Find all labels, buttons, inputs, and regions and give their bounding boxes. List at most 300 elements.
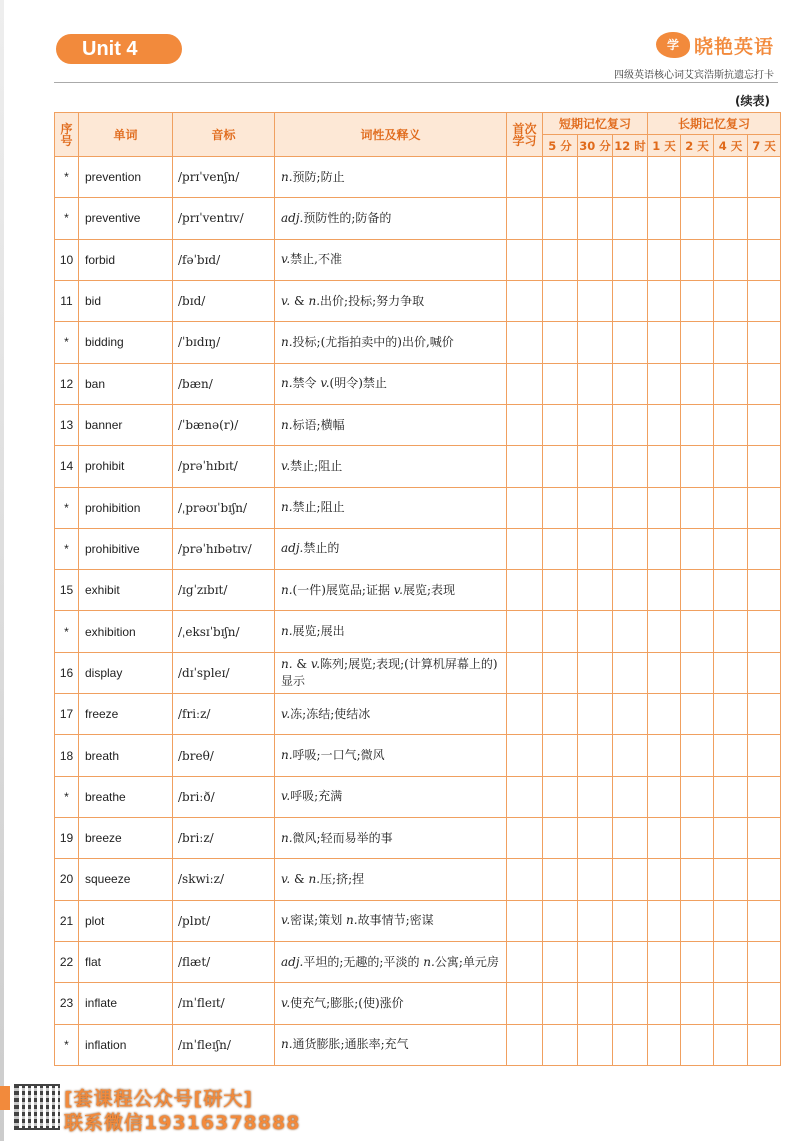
review-checkbox-cell[interactable] (748, 239, 781, 280)
review-checkbox-cell[interactable] (681, 198, 714, 239)
review-checkbox-cell[interactable] (578, 363, 613, 404)
review-checkbox-cell[interactable] (714, 198, 748, 239)
review-checkbox-cell[interactable] (681, 652, 714, 693)
review-checkbox-cell[interactable] (648, 363, 681, 404)
review-checkbox-cell[interactable] (714, 487, 748, 528)
row-word: prohibit (79, 446, 173, 487)
row-definition: n.预防;防止 (275, 157, 507, 198)
table-row (55, 280, 781, 321)
review-checkbox-cell[interactable] (507, 404, 543, 445)
review-checkbox-cell[interactable] (507, 694, 543, 735)
review-checkbox-cell[interactable] (613, 280, 648, 321)
review-checkbox-cell[interactable] (714, 1024, 748, 1065)
review-checkbox-cell[interactable] (748, 157, 781, 198)
review-checkbox-cell[interactable] (648, 239, 681, 280)
page-subtitle: 四级英语核心词艾宾浩斯抗遗忘打卡 (614, 70, 774, 81)
review-checkbox-cell[interactable] (613, 735, 648, 776)
review-checkbox-cell[interactable] (613, 157, 648, 198)
review-checkbox-cell[interactable] (578, 157, 613, 198)
review-checkbox-cell[interactable] (681, 1024, 714, 1065)
review-checkbox-cell[interactable] (578, 611, 613, 652)
review-checkbox-cell[interactable] (507, 652, 543, 693)
review-checkbox-cell[interactable] (714, 983, 748, 1024)
review-checkbox-cell[interactable] (681, 983, 714, 1024)
review-checkbox-cell[interactable] (748, 694, 781, 735)
review-checkbox-cell[interactable] (714, 941, 748, 982)
review-checkbox-cell[interactable] (681, 859, 714, 900)
review-checkbox-cell[interactable] (507, 941, 543, 982)
table-row (55, 735, 781, 776)
review-checkbox-cell[interactable] (507, 528, 543, 569)
review-checkbox-cell[interactable] (681, 280, 714, 321)
row-definition: n.(一件)展览品;证据 v.展览;表现 (275, 570, 507, 611)
review-checkbox-cell[interactable] (613, 570, 648, 611)
review-checkbox-cell[interactable] (648, 694, 681, 735)
review-checkbox-cell[interactable] (543, 487, 578, 528)
review-checkbox-cell[interactable] (748, 363, 781, 404)
review-checkbox-cell[interactable] (748, 570, 781, 611)
review-checkbox-cell[interactable] (613, 322, 648, 363)
review-checkbox-cell[interactable] (613, 404, 648, 445)
table-row (55, 198, 781, 239)
row-definition: v.禁止,不准 (275, 239, 507, 280)
review-checkbox-cell[interactable] (543, 611, 578, 652)
review-checkbox-cell[interactable] (648, 322, 681, 363)
review-checkbox-cell[interactable] (507, 198, 543, 239)
row-word: prohibition (79, 487, 173, 528)
review-checkbox-cell[interactable] (714, 446, 748, 487)
review-checkbox-cell[interactable] (714, 694, 748, 735)
brand (656, 30, 774, 60)
vocab-table-body (55, 157, 781, 1066)
review-checkbox-cell[interactable] (507, 735, 543, 776)
review-checkbox-cell[interactable] (714, 322, 748, 363)
row-phonetic: /flæt/ (173, 941, 275, 982)
review-checkbox-cell[interactable] (681, 404, 714, 445)
review-checkbox-cell[interactable] (578, 652, 613, 693)
row-word: inflation (79, 1024, 173, 1065)
table-row (55, 776, 781, 817)
review-checkbox-cell[interactable] (507, 1024, 543, 1065)
review-checkbox-cell[interactable] (543, 322, 578, 363)
review-checkbox-cell[interactable] (714, 776, 748, 817)
row-word: prohibitive (79, 528, 173, 569)
review-checkbox-cell[interactable] (714, 570, 748, 611)
row-phonetic: /ˌeksɪˈbɪʃn/ (173, 611, 275, 652)
review-checkbox-cell[interactable] (748, 611, 781, 652)
table-row (55, 446, 781, 487)
row-word: breeze (79, 818, 173, 859)
review-checkbox-cell[interactable] (578, 941, 613, 982)
review-checkbox-cell[interactable] (613, 528, 648, 569)
table-row (55, 322, 781, 363)
review-checkbox-cell[interactable] (748, 776, 781, 817)
table-row (55, 694, 781, 735)
review-checkbox-cell[interactable] (543, 239, 578, 280)
col-12h-header: 12 时 (613, 135, 648, 157)
review-checkbox-cell[interactable] (681, 322, 714, 363)
table-row (55, 900, 781, 941)
review-checkbox-cell[interactable] (714, 528, 748, 569)
review-checkbox-cell[interactable] (714, 859, 748, 900)
review-checkbox-cell[interactable] (648, 446, 681, 487)
table-row (55, 859, 781, 900)
review-checkbox-cell[interactable] (714, 818, 748, 859)
header-divider (54, 82, 778, 83)
review-checkbox-cell[interactable] (748, 652, 781, 693)
row-number: 13 (55, 404, 79, 445)
review-checkbox-cell[interactable] (648, 776, 681, 817)
row-definition: v.禁止;阻止 (275, 446, 507, 487)
review-checkbox-cell[interactable] (578, 818, 613, 859)
review-checkbox-cell[interactable] (613, 900, 648, 941)
review-checkbox-cell[interactable] (543, 941, 578, 982)
review-checkbox-cell[interactable] (578, 900, 613, 941)
review-checkbox-cell[interactable] (648, 735, 681, 776)
review-checkbox-cell[interactable] (748, 280, 781, 321)
review-checkbox-cell[interactable] (578, 776, 613, 817)
review-checkbox-cell[interactable] (613, 239, 648, 280)
row-phonetic: /fəˈbɪd/ (173, 239, 275, 280)
col-definition-header: 词性及释义 (275, 113, 507, 157)
review-checkbox-cell[interactable] (748, 528, 781, 569)
review-checkbox-cell[interactable] (714, 900, 748, 941)
table-row (55, 818, 781, 859)
review-checkbox-cell[interactable] (613, 446, 648, 487)
review-checkbox-cell[interactable] (748, 735, 781, 776)
row-definition: v.使充气;膨胀;(使)涨价 (275, 983, 507, 1024)
review-checkbox-cell[interactable] (507, 157, 543, 198)
review-checkbox-cell[interactable] (648, 941, 681, 982)
review-checkbox-cell[interactable] (578, 198, 613, 239)
review-checkbox-cell[interactable] (714, 611, 748, 652)
row-phonetic: /bæn/ (173, 363, 275, 404)
review-checkbox-cell[interactable] (648, 652, 681, 693)
row-word: exhibition (79, 611, 173, 652)
review-checkbox-cell[interactable] (578, 239, 613, 280)
row-definition: v.密谋;策划 n.故事情节;密谋 (275, 900, 507, 941)
review-checkbox-cell[interactable] (648, 570, 681, 611)
row-number: * (55, 322, 79, 363)
review-checkbox-cell[interactable] (578, 859, 613, 900)
col-first-study-header: 首次学习 (507, 113, 543, 157)
table-row (55, 941, 781, 982)
table-row (55, 652, 781, 693)
review-checkbox-cell[interactable] (748, 941, 781, 982)
review-checkbox-cell[interactable] (613, 611, 648, 652)
review-checkbox-cell[interactable] (681, 611, 714, 652)
row-definition: n.投标;(尤指拍卖中的)出价,喊价 (275, 322, 507, 363)
review-checkbox-cell[interactable] (543, 404, 578, 445)
row-word: plot (79, 900, 173, 941)
review-checkbox-cell[interactable] (507, 487, 543, 528)
review-checkbox-cell[interactable] (543, 818, 578, 859)
row-word: exhibit (79, 570, 173, 611)
row-definition: n.展览;展出 (275, 611, 507, 652)
row-number: 15 (55, 570, 79, 611)
row-definition: n.通货膨胀;通胀率;充气 (275, 1024, 507, 1065)
row-number: 16 (55, 652, 79, 693)
review-checkbox-cell[interactable] (543, 198, 578, 239)
review-checkbox-cell[interactable] (681, 528, 714, 569)
col-seq-header: 序号 (55, 113, 79, 157)
review-checkbox-cell[interactable] (648, 157, 681, 198)
review-checkbox-cell[interactable] (714, 239, 748, 280)
table-row (55, 487, 781, 528)
review-checkbox-cell[interactable] (748, 818, 781, 859)
row-word: display (79, 652, 173, 693)
review-checkbox-cell[interactable] (748, 900, 781, 941)
row-number: 14 (55, 446, 79, 487)
review-checkbox-cell[interactable] (748, 487, 781, 528)
review-checkbox-cell[interactable] (648, 983, 681, 1024)
col-4day-header: 4 天 (714, 135, 748, 157)
review-checkbox-cell[interactable] (507, 446, 543, 487)
review-checkbox-cell[interactable] (748, 198, 781, 239)
row-definition: n.微风;轻而易举的事 (275, 818, 507, 859)
review-checkbox-cell[interactable] (613, 652, 648, 693)
row-number: 19 (55, 818, 79, 859)
row-definition: v. & n.出价;投标;努力争取 (275, 280, 507, 321)
col-long-term-header: 长期记忆复习 (648, 113, 781, 135)
row-phonetic: /ɪnˈfleɪʃn/ (173, 1024, 275, 1065)
continued-label: (续表) (735, 94, 770, 108)
row-word: ban (79, 363, 173, 404)
table-row (55, 611, 781, 652)
review-checkbox-cell[interactable] (543, 446, 578, 487)
review-checkbox-cell[interactable] (507, 776, 543, 817)
review-checkbox-cell[interactable] (681, 570, 714, 611)
vocab-table-wrap (54, 112, 780, 1066)
review-checkbox-cell[interactable] (507, 363, 543, 404)
row-definition: v. & n.压;挤;捏 (275, 859, 507, 900)
row-word: freeze (79, 694, 173, 735)
review-checkbox-cell[interactable] (543, 652, 578, 693)
review-checkbox-cell[interactable] (543, 859, 578, 900)
table-row (55, 528, 781, 569)
review-checkbox-cell[interactable] (714, 157, 748, 198)
review-checkbox-cell[interactable] (543, 735, 578, 776)
row-word: squeeze (79, 859, 173, 900)
page-edge (0, 0, 4, 1141)
review-checkbox-cell[interactable] (681, 900, 714, 941)
table-row (55, 1024, 781, 1065)
review-checkbox-cell[interactable] (613, 859, 648, 900)
review-checkbox-cell[interactable] (507, 611, 543, 652)
col-5min-header: 5 分 (543, 135, 578, 157)
row-number: 18 (55, 735, 79, 776)
review-checkbox-cell[interactable] (714, 363, 748, 404)
row-number: * (55, 487, 79, 528)
review-checkbox-cell[interactable] (648, 859, 681, 900)
review-checkbox-cell[interactable] (748, 983, 781, 1024)
table-row (55, 157, 781, 198)
review-checkbox-cell[interactable] (613, 941, 648, 982)
row-number: 21 (55, 900, 79, 941)
col-7day-header: 7 天 (748, 135, 781, 157)
review-checkbox-cell[interactable] (543, 1024, 578, 1065)
review-checkbox-cell[interactable] (748, 322, 781, 363)
row-word: forbid (79, 239, 173, 280)
review-checkbox-cell[interactable] (578, 528, 613, 569)
review-checkbox-cell[interactable] (681, 487, 714, 528)
table-row (55, 983, 781, 1024)
row-number: 11 (55, 280, 79, 321)
review-checkbox-cell[interactable] (714, 404, 748, 445)
review-checkbox-cell[interactable] (681, 694, 714, 735)
watermark-line-2: 联系微信19316378888 (64, 1112, 301, 1134)
review-checkbox-cell[interactable] (507, 818, 543, 859)
row-number: 10 (55, 239, 79, 280)
col-2day-header: 2 天 (681, 135, 714, 157)
row-number: 22 (55, 941, 79, 982)
review-checkbox-cell[interactable] (648, 280, 681, 321)
review-checkbox-cell[interactable] (543, 157, 578, 198)
review-checkbox-cell[interactable] (578, 280, 613, 321)
review-checkbox-cell[interactable] (507, 900, 543, 941)
review-checkbox-cell[interactable] (543, 528, 578, 569)
row-word: preventive (79, 198, 173, 239)
review-checkbox-cell[interactable] (748, 404, 781, 445)
review-checkbox-cell[interactable] (578, 446, 613, 487)
review-checkbox-cell[interactable] (578, 983, 613, 1024)
review-checkbox-cell[interactable] (543, 776, 578, 817)
review-checkbox-cell[interactable] (648, 818, 681, 859)
review-checkbox-cell[interactable] (648, 1024, 681, 1065)
review-checkbox-cell[interactable] (543, 900, 578, 941)
review-checkbox-cell[interactable] (543, 280, 578, 321)
review-checkbox-cell[interactable] (507, 280, 543, 321)
review-checkbox-cell[interactable] (507, 322, 543, 363)
row-phonetic: /ˌprəʊɪˈbɪʃn/ (173, 487, 275, 528)
review-checkbox-cell[interactable] (578, 1024, 613, 1065)
row-phonetic: /briːz/ (173, 818, 275, 859)
review-checkbox-cell[interactable] (507, 983, 543, 1024)
review-checkbox-cell[interactable] (613, 198, 648, 239)
review-checkbox-cell[interactable] (507, 239, 543, 280)
review-checkbox-cell[interactable] (507, 570, 543, 611)
review-checkbox-cell[interactable] (613, 983, 648, 1024)
col-word-header: 单词 (79, 113, 173, 157)
col-short-term-header: 短期记忆复习 (543, 113, 648, 135)
row-phonetic: /briːð/ (173, 776, 275, 817)
review-checkbox-cell[interactable] (648, 900, 681, 941)
review-checkbox-cell[interactable] (613, 363, 648, 404)
row-number: 20 (55, 859, 79, 900)
row-word: prevention (79, 157, 173, 198)
review-checkbox-cell[interactable] (648, 611, 681, 652)
review-checkbox-cell[interactable] (578, 694, 613, 735)
row-phonetic: /plɒt/ (173, 900, 275, 941)
review-checkbox-cell[interactable] (613, 694, 648, 735)
review-checkbox-cell[interactable] (507, 859, 543, 900)
review-checkbox-cell[interactable] (613, 487, 648, 528)
review-checkbox-cell[interactable] (748, 446, 781, 487)
row-definition: n. & v.陈列;展览;表现;(计算机屏幕上的)显示 (275, 652, 507, 693)
row-number: * (55, 528, 79, 569)
review-checkbox-cell[interactable] (648, 404, 681, 445)
unit-badge: Unit 4 (56, 34, 182, 64)
review-checkbox-cell[interactable] (648, 528, 681, 569)
row-word: bidding (79, 322, 173, 363)
row-number: * (55, 198, 79, 239)
row-number: * (55, 157, 79, 198)
row-phonetic: /ɪnˈfleɪt/ (173, 983, 275, 1024)
table-row (55, 404, 781, 445)
row-number: * (55, 1024, 79, 1065)
review-checkbox-cell[interactable] (748, 859, 781, 900)
row-number: * (55, 776, 79, 817)
row-definition: n.禁令 v.(明令)禁止 (275, 363, 507, 404)
review-checkbox-cell[interactable] (681, 735, 714, 776)
table-row (55, 570, 781, 611)
footer-accent-bar (0, 1086, 10, 1110)
review-checkbox-cell[interactable] (681, 941, 714, 982)
row-definition: n.呼吸;一口气;微风 (275, 735, 507, 776)
row-phonetic: /prəˈhɪbɪt/ (173, 446, 275, 487)
review-checkbox-cell[interactable] (681, 363, 714, 404)
review-checkbox-cell[interactable] (714, 280, 748, 321)
review-checkbox-cell[interactable] (613, 1024, 648, 1065)
row-phonetic: /bɪd/ (173, 280, 275, 321)
qr-code-pattern (14, 1084, 60, 1130)
review-checkbox-cell[interactable] (578, 487, 613, 528)
table-row (55, 363, 781, 404)
row-definition: v.冻;冻结;使结冰 (275, 694, 507, 735)
review-checkbox-cell[interactable] (681, 446, 714, 487)
review-checkbox-cell[interactable] (578, 570, 613, 611)
review-checkbox-cell[interactable] (714, 652, 748, 693)
review-checkbox-cell[interactable] (648, 487, 681, 528)
brand-logo-icon: 学 (656, 32, 690, 58)
row-word: flat (79, 941, 173, 982)
row-definition: adj.禁止的 (275, 528, 507, 569)
review-checkbox-cell[interactable] (543, 363, 578, 404)
row-definition: adj.平坦的;无趣的;平淡的 n.公寓;单元房 (275, 941, 507, 982)
table-row (55, 239, 781, 280)
review-checkbox-cell[interactable] (681, 239, 714, 280)
row-definition: n.禁止;阻止 (275, 487, 507, 528)
row-phonetic: /prəˈhɪbətɪv/ (173, 528, 275, 569)
review-checkbox-cell[interactable] (714, 735, 748, 776)
review-checkbox-cell[interactable] (681, 157, 714, 198)
review-checkbox-cell[interactable] (748, 1024, 781, 1065)
row-word: breath (79, 735, 173, 776)
review-checkbox-cell[interactable] (578, 735, 613, 776)
review-checkbox-cell[interactable] (543, 694, 578, 735)
row-phonetic: /dɪˈspleɪ/ (173, 652, 275, 693)
review-checkbox-cell[interactable] (648, 198, 681, 239)
brand-name: 晓艳英语 (693, 35, 774, 58)
row-number: 23 (55, 983, 79, 1024)
review-checkbox-cell[interactable] (543, 570, 578, 611)
watermark-line-1: [套课程公众号[研大] (64, 1088, 254, 1110)
col-30min-header: 30 分 (578, 135, 613, 157)
review-checkbox-cell[interactable] (543, 983, 578, 1024)
row-definition: v.呼吸;充满 (275, 776, 507, 817)
review-checkbox-cell[interactable] (578, 404, 613, 445)
review-checkbox-cell[interactable] (578, 322, 613, 363)
review-checkbox-cell[interactable] (681, 818, 714, 859)
review-checkbox-cell[interactable] (681, 776, 714, 817)
row-phonetic: /prɪˈventɪv/ (173, 198, 275, 239)
review-checkbox-cell[interactable] (613, 776, 648, 817)
row-definition: adj.预防性的;防备的 (275, 198, 507, 239)
review-checkbox-cell[interactable] (613, 818, 648, 859)
row-phonetic: /friːz/ (173, 694, 275, 735)
row-phonetic: /skwiːz/ (173, 859, 275, 900)
row-phonetic: /prɪˈvenʃn/ (173, 157, 275, 198)
